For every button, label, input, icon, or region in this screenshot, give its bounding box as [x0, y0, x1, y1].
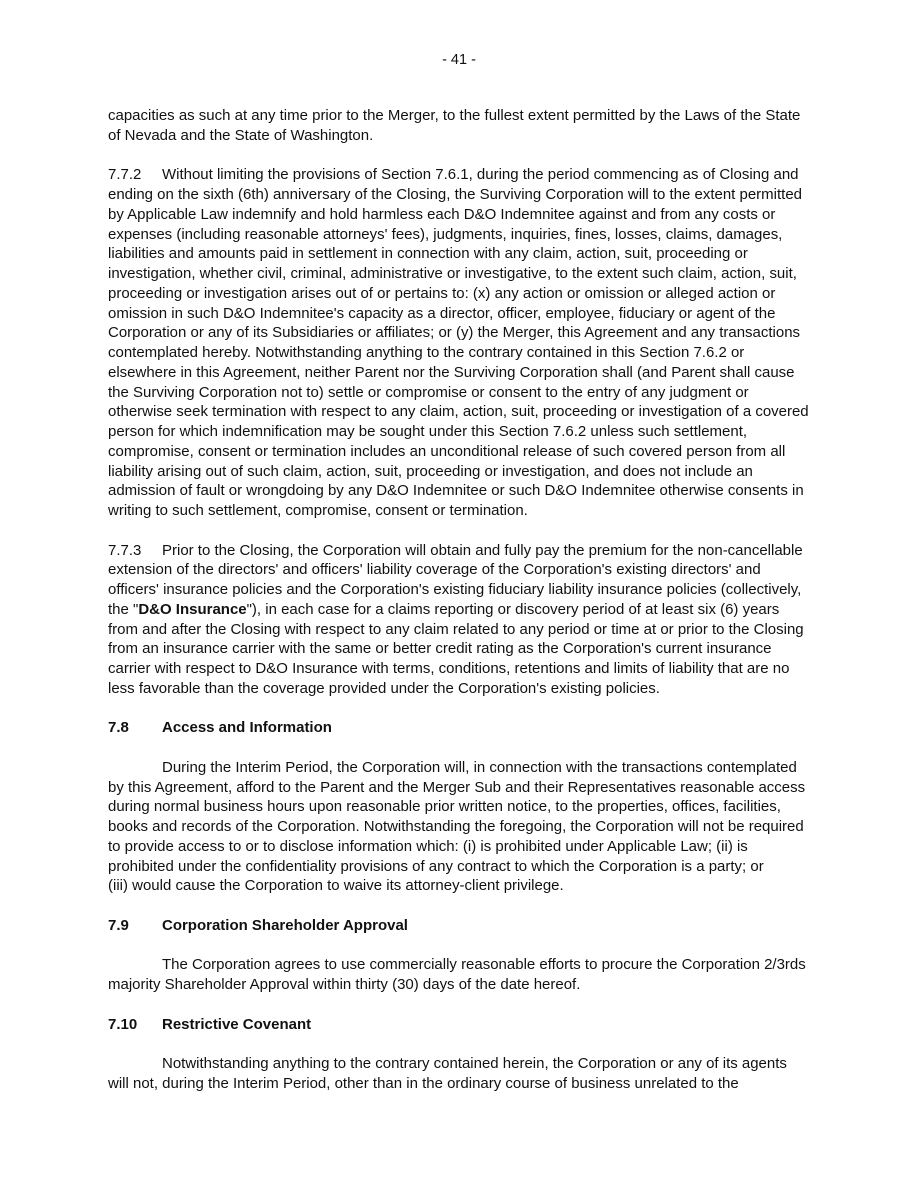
section-title: Corporation Shareholder Approval: [162, 917, 408, 934]
line-text: prohibited under the confidentiality provisions of any contract to which the Corporation is a party; or: [108, 858, 764, 875]
line-text: elsewhere in this Agreement, neither Parent nor the Surviving Corporation shall (and Parent shall cause: [108, 364, 795, 381]
text-line: [108, 127, 828, 147]
text-line: [108, 818, 828, 838]
text-line: [108, 1055, 828, 1075]
line-text: ending on the sixth (6th) anniversary of the Closing, the Surviving Corporation will to the extent permitted: [108, 187, 802, 203]
text-line: [108, 601, 828, 621]
text-line: [108, 640, 828, 660]
blank-line: [108, 522, 828, 542]
text-line: [108, 265, 828, 285]
line-text: proceeding or investigation arises out of or pertains to: (x) any action or omission or alleged action or: [108, 285, 776, 302]
text-line: [108, 956, 828, 976]
document-body: [108, 107, 828, 1095]
text-line: [108, 403, 828, 423]
line-text: liability arising out of such claim, action, suit, proceeding or investigation, and does not include an: [108, 463, 753, 480]
line-text: officers' insurance policies and the Corporation's existing fiduciary liability insurance policies (collectively,: [108, 582, 802, 598]
line-text: capacities as such at any time prior to the Merger, to the fullest extent permitted by the Laws of the State: [108, 108, 801, 124]
text-line: [108, 226, 828, 246]
blank-line: [108, 937, 828, 957]
line-text: less favorable than the coverage provided under the Corporation's existing policies.: [108, 680, 660, 697]
text-line: [108, 364, 828, 384]
line-text: liabilities and amounts paid in settlement in connection with any claim, action, suit, proceeding or: [108, 246, 748, 263]
text-line: [108, 344, 828, 364]
line-text: during normal business hours upon reasonable prior written notice, to the properties, offices, facilities,: [108, 799, 781, 816]
section-number: 7.10: [108, 1016, 138, 1033]
text-line: [108, 798, 828, 818]
text-line: [108, 463, 828, 483]
blank-line: [108, 1035, 828, 1055]
line-text: from an insurance carrier with the same or better credit rating as the Corporation's current insurance: [108, 641, 772, 658]
text-line: [108, 680, 828, 700]
section-heading: [108, 1016, 828, 1036]
text-segment: the ": [108, 601, 139, 618]
text-line: [108, 561, 828, 581]
text-line: [108, 285, 828, 305]
line-text: Prior to the Closing, the Corporation will obtain and fully pay the premium for the non-cancellable: [162, 542, 803, 559]
clause-number: 7.7.2: [108, 167, 142, 184]
defined-term: D&O Insurance: [138, 601, 247, 618]
line-text: Notwithstanding anything to the contrary contained herein, the Corporation or any of its agents: [162, 1056, 787, 1072]
text-segment: "), in each case for a claims reporting or discovery period of at least six (6) years: [246, 601, 780, 618]
line-text: omission in such D&O Indemnitee's capacity as a director, officer, employee, fiduciary or agent of the: [108, 305, 776, 322]
line-text: writing to such settlement, compromise, consent or termination.: [108, 503, 528, 519]
blank-line: [108, 739, 828, 759]
text-line: [108, 324, 828, 344]
text-line: [108, 858, 828, 878]
blank-line: [108, 897, 828, 917]
text-line: [108, 542, 828, 562]
blank-line: [108, 700, 828, 720]
section-heading: [108, 917, 828, 937]
line-text: During the Interim Period, the Corporation will, in connection with the transactions contemplated: [162, 759, 797, 776]
line-text: Corporation or any of its Subsidiaries or affiliates; or (y) the Merger, this Agreement and any transactions: [108, 325, 801, 342]
line-text: of Nevada and the State of Washington.: [108, 127, 374, 144]
text-line: [108, 166, 828, 186]
line-text: extension of the directors' and officers' liability coverage of the Corporation's existing directors' and: [108, 562, 761, 579]
line-text: compromise, consent or termination includes an unconditional release of such covered person from all: [108, 443, 786, 460]
text-line: [108, 186, 828, 206]
text-line: [108, 107, 828, 127]
section-title: Access and Information: [162, 720, 332, 737]
text-line: [108, 206, 828, 226]
text-line: [108, 245, 828, 265]
text-line: [108, 976, 828, 996]
blank-line: [108, 147, 828, 167]
blank-line: [108, 996, 828, 1016]
line-text: investigation, whether civil, criminal, administrative or investigative, to the extent such claim, action, suit,: [108, 266, 797, 282]
line-text: to provide access to or to disclose information which: (i) is prohibited under Applicable Law; (ii) is: [108, 838, 748, 855]
line-text: by Applicable Law indemnify and hold harmless each D&O Indemnitee against and from any costs or: [108, 206, 776, 223]
line-text: books and records of the Corporation. Notwithstanding the foregoing, the Corporation will not be required: [108, 819, 804, 835]
line-text: Without limiting the provisions of Section 7.6.1, during the period commencing as of Closing and: [162, 167, 799, 184]
line-text: (iii) would cause the Corporation to waive its attorney-client privilege.: [108, 878, 564, 895]
text-line: [108, 1075, 828, 1095]
line-text: will not, during the Interim Period, other than in the ordinary course of business unrelated to the: [108, 1075, 739, 1092]
page-number: - 41 -: [442, 52, 476, 68]
section-number: 7.8: [108, 720, 129, 737]
text-line: [108, 384, 828, 404]
line-text: by this Agreement, afford to the Parent and the Merger Sub and their Representatives reasonable access: [108, 779, 806, 796]
text-line: [108, 877, 828, 897]
section-number: 7.9: [108, 917, 129, 934]
line-text: admission of fault or wrongdoing by any D&O Indemnitee or such D&O Indemnitee otherwise consents in: [108, 483, 804, 500]
line-text: from and after the Closing with respect to any claim related to any period or time at or prior to the Closing: [108, 621, 804, 638]
text-line: [108, 660, 828, 680]
text-line: [108, 759, 828, 779]
text-line: [108, 838, 828, 858]
text-line: [108, 423, 828, 443]
line-text: person for which indemnification may be sought under this Section 7.6.2 unless such settlement,: [108, 424, 748, 440]
line-text: the Surviving Corporation not to) settle or compromise or consent to the entry of any judgment or: [108, 384, 749, 401]
text-line: [108, 482, 828, 502]
line-text: contemplated hereby. Notwithstanding anything to the contrary contained in this Section 7.6.2 or: [108, 345, 745, 361]
clause-number: 7.7.3: [108, 542, 142, 559]
text-line: [108, 443, 828, 463]
text-line: [108, 305, 828, 325]
line-text: [108, 601, 779, 621]
line-text: The Corporation agrees to use commercially reasonable efforts to procure the Corporation 2/3rds: [162, 957, 806, 974]
text-line: [108, 779, 828, 799]
line-text: majority Shareholder Approval within thirty (30) days of the date hereof.: [108, 977, 581, 993]
text-line: [108, 621, 828, 641]
text-line: [108, 581, 828, 601]
section-heading: [108, 719, 828, 739]
text-line: [108, 502, 828, 522]
section-title: Restrictive Covenant: [162, 1016, 312, 1033]
line-text: carrier with respect to D&O Insurance with terms, conditions, retentions and limits of liability that are no: [108, 661, 790, 677]
line-text: expenses (including reasonable attorneys' fees), judgments, inquiries, fines, losses, claims, damages,: [108, 226, 783, 243]
line-text: otherwise seek termination with respect to any claim, action, suit, proceeding or investigation of a covered: [108, 404, 809, 421]
